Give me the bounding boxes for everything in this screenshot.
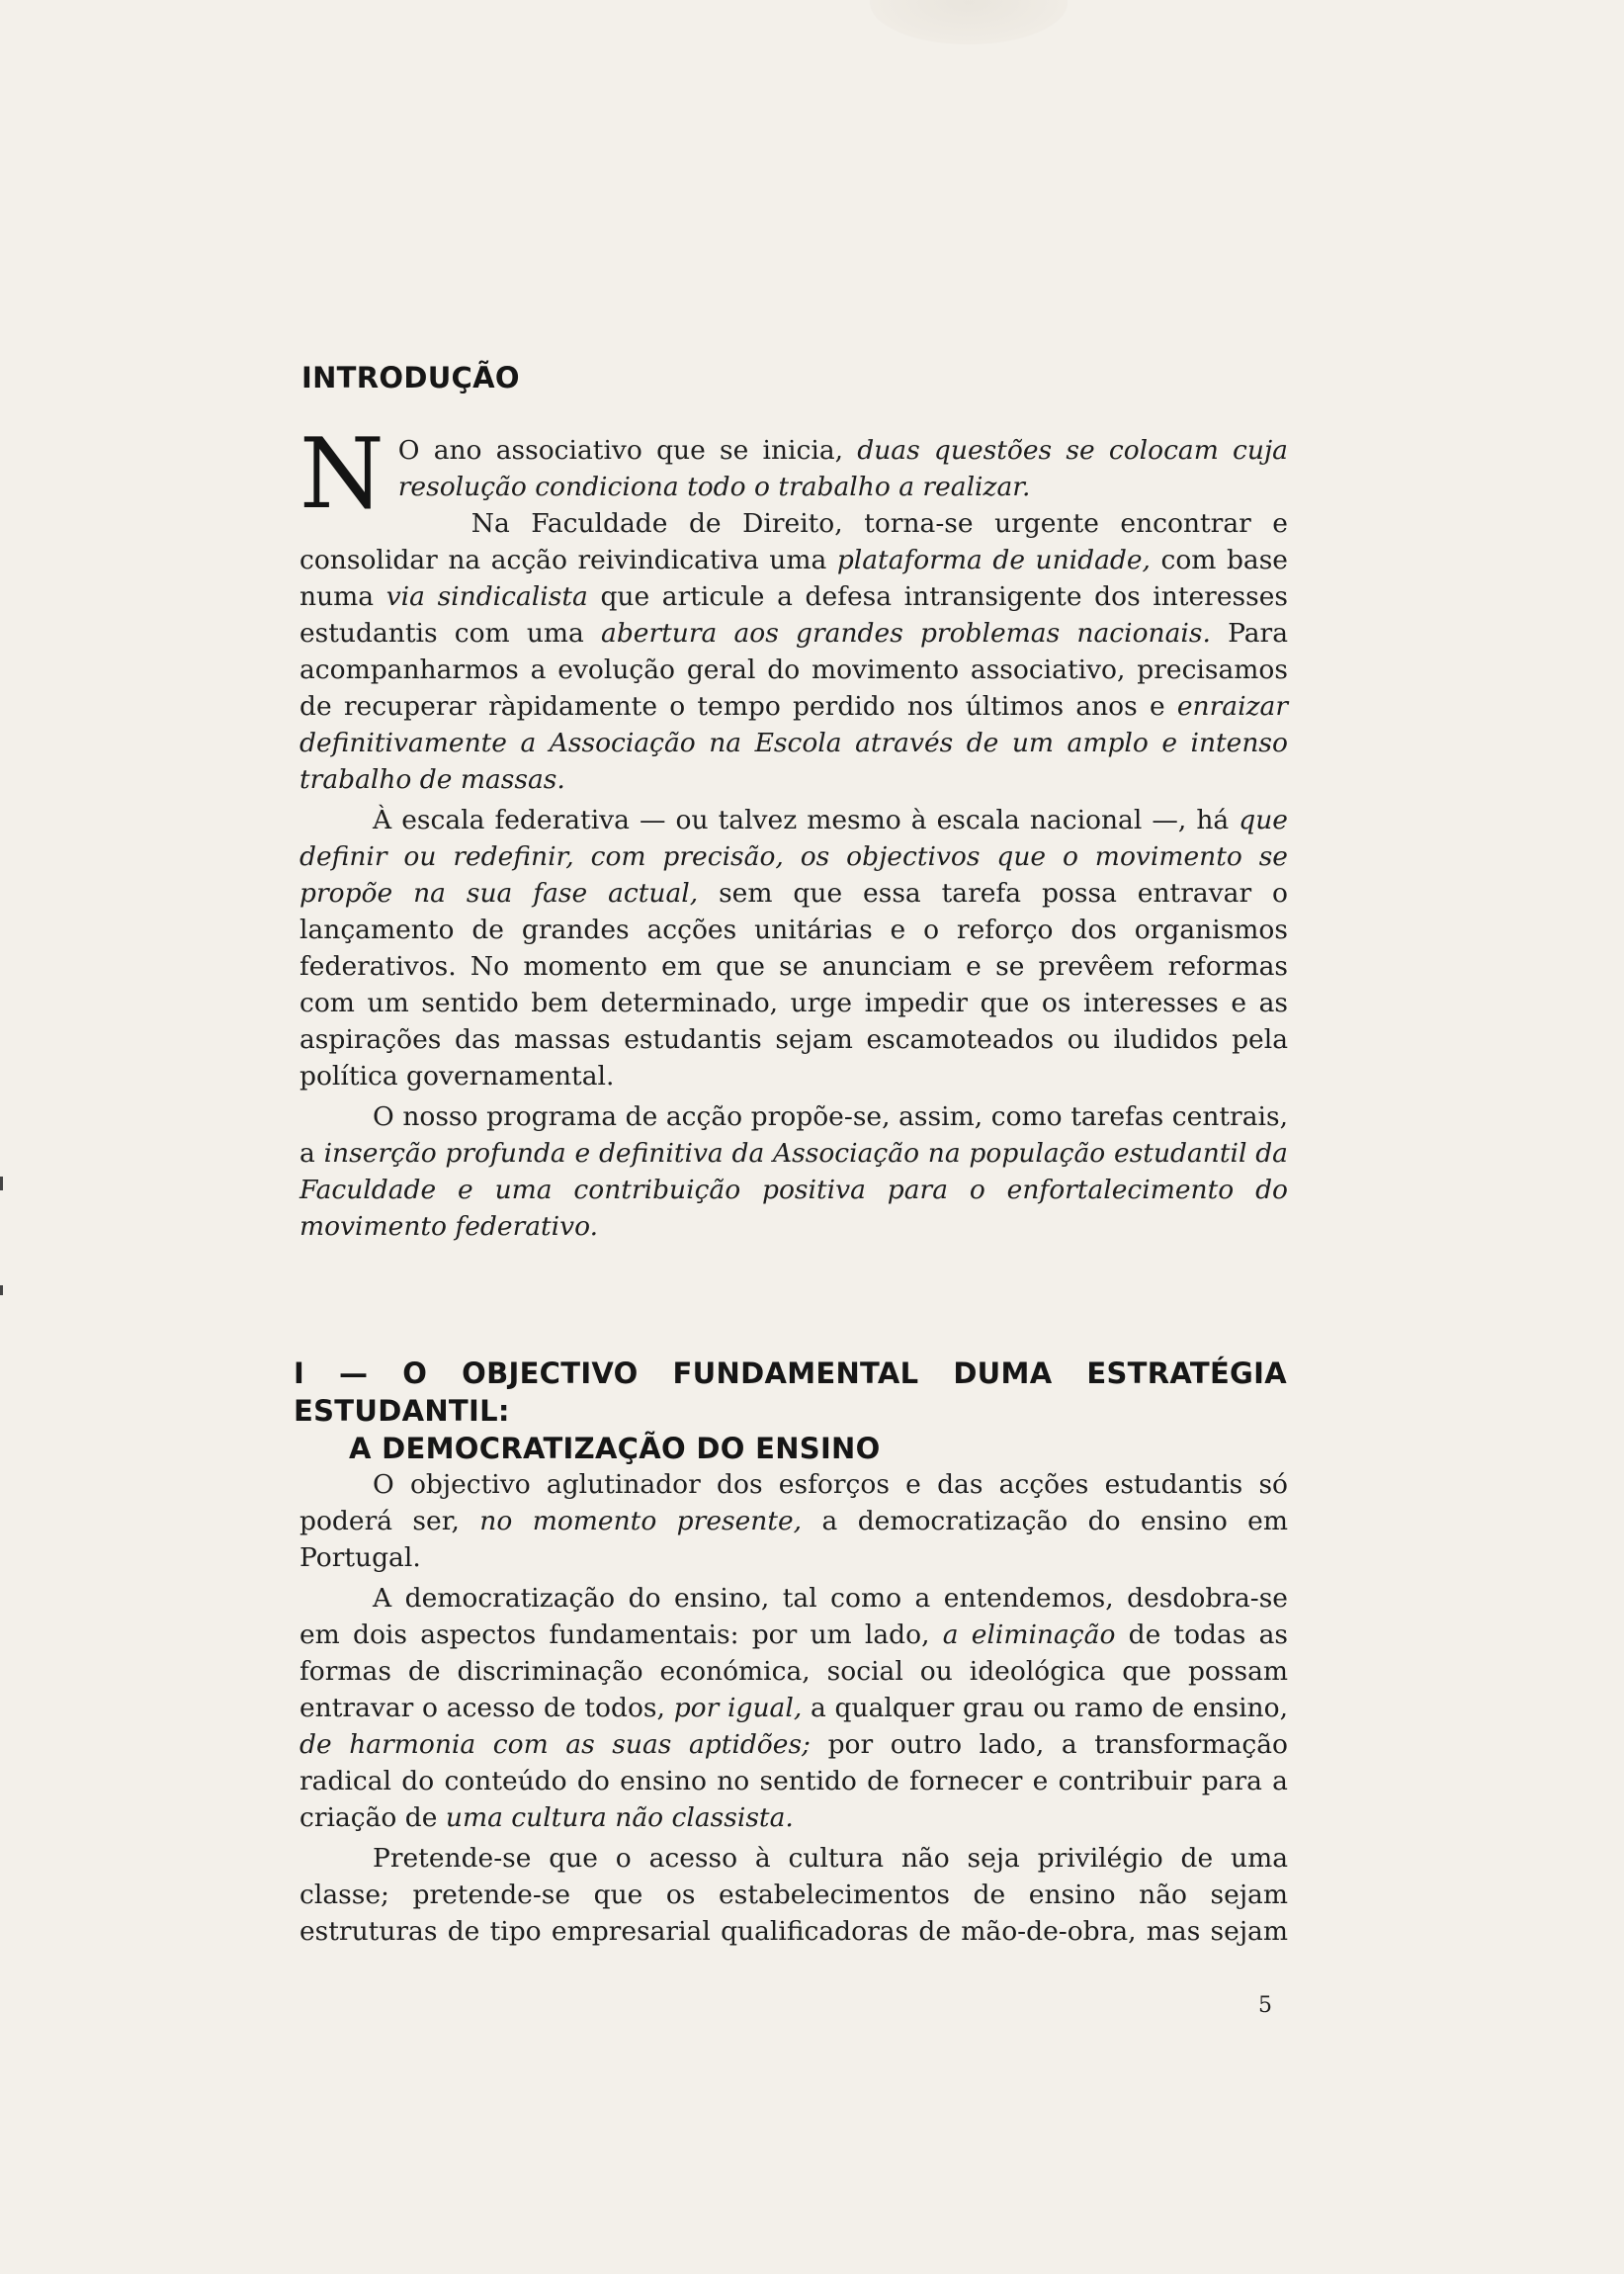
text-run: Para acompanharmos a evolução geral do movimento associativo, precisamos de recuperar ràpidamente o tempo perdido nos últimos anos e (299, 618, 1288, 722)
section-1-heading-line-1: I — O OBJECTIVO FUNDAMENTAL DUMA ESTRATÉGIA ESTUDANTIL: (294, 1356, 1287, 1428)
text-run: a democratização do ensino em Portugal. (299, 1506, 1288, 1573)
section-1-heading-line-2: A DEMOCRATIZAÇÃO DO ENSINO (349, 1432, 881, 1465)
italic-run: que definir ou redefinir, com precisão, os objectivos que o movimento se propõe na sua fase actual, (299, 805, 1288, 909)
italic-run: por igual, (673, 1693, 803, 1723)
text-run: que articule a defesa intransigente dos interesses estudantis com uma (299, 581, 1288, 649)
text-run: a qualquer grau ou ramo de ensino, (802, 1693, 1288, 1723)
text-run: O objectivo aglutinador dos esforços e das acções estudantis só poderá ser, (299, 1469, 1288, 1536)
intro-paragraph-1 (299, 432, 1288, 505)
paper-fold-mark (870, 0, 1068, 44)
italic-run: plataforma de unidade, (836, 545, 1151, 575)
text-run: A democratização do ensino, tal como a entendemos, desdobra-se em dois aspectos fundamentais: por um lado, (299, 1583, 1288, 1650)
italic-run: abertura aos grandes problemas nacionais. (601, 618, 1211, 649)
section-1-paragraph-2 (299, 1580, 1288, 1836)
intro-paragraph-3 (299, 802, 1288, 1094)
italic-run: via sindicalista (385, 581, 588, 612)
page-number: 5 (1258, 1993, 1272, 2018)
text-run: Na Faculdade de Direito, torna-se urgente encontrar e consolidar na acção reivindicativa uma (299, 508, 1288, 575)
text-run: O ano associativo que se inicia, (397, 435, 858, 466)
text-run: Pretende-se que o acesso à cultura não seja privilégio de uma classe; pretende-se que os estabelecimentos de ensino não sejam estruturas de tipo empresarial qualificadoras de mão-de-obra, mas sejam (299, 1843, 1288, 1947)
italic-run: no momento presente, (479, 1506, 803, 1536)
drop-cap: N (299, 418, 385, 531)
italic-run: inserção profunda e definitiva da Associação na população estudantil da Faculdade e uma contribuição positiva para o enfortalecimento do movimento federativo. (299, 1138, 1288, 1242)
text-run: de todas as formas de discriminação económica, social ou ideológica que possam entravar o acesso de todos, (299, 1619, 1289, 1723)
section-1-paragraph-1 (299, 1466, 1288, 1576)
intro-paragraph-2 (299, 505, 1288, 798)
section-1-body (299, 1466, 1288, 1950)
section-1-paragraph-3 (299, 1840, 1288, 1950)
text-run: sem que essa tarefa possa entravar o lançamento de grandes acções unitárias e o reforço dos organismos federativos. No momento em que se anunciam e se prevêem reformas com um sentido bem determinado, urge impedir que os interesses e as aspirações das massas estudantis sejam escamoteados ou iludidos pela política governamental. (299, 878, 1288, 1092)
text-run: À escala federativa — ou talvez mesmo à escala nacional —, há (373, 805, 1239, 835)
italic-run: enraizar definitivamente a Associação na Escola através de um amplo e intenso trabalho de massas. (299, 691, 1288, 795)
intro-heading: INTRODUÇÃO (301, 361, 520, 394)
text-run: por outro lado, a transformação radical do conteúdo do ensino no sentido de fornecer e contribuir para a criação de (299, 1729, 1288, 1833)
scan-edge-mark (0, 1177, 3, 1190)
intro-paragraph-4 (299, 1098, 1288, 1245)
italic-run: duas questões se colocam cuja resolução condiciona todo o trabalho a realizar. (397, 435, 1288, 502)
text-run: O nosso programa de acção propõe-se, assim, como tarefas centrais, a (299, 1101, 1288, 1169)
intro-section (299, 418, 1288, 1245)
italic-run: de harmonia com as suas aptidões; (299, 1729, 811, 1760)
italic-run: uma cultura não classista. (445, 1802, 794, 1833)
text-run: com base numa (299, 545, 1288, 612)
intro-paragraph-1-wrap (299, 418, 1288, 798)
section-1-heading (294, 1355, 1287, 1467)
scan-edge-mark (0, 1285, 3, 1295)
italic-run: a eliminação (942, 1619, 1116, 1650)
